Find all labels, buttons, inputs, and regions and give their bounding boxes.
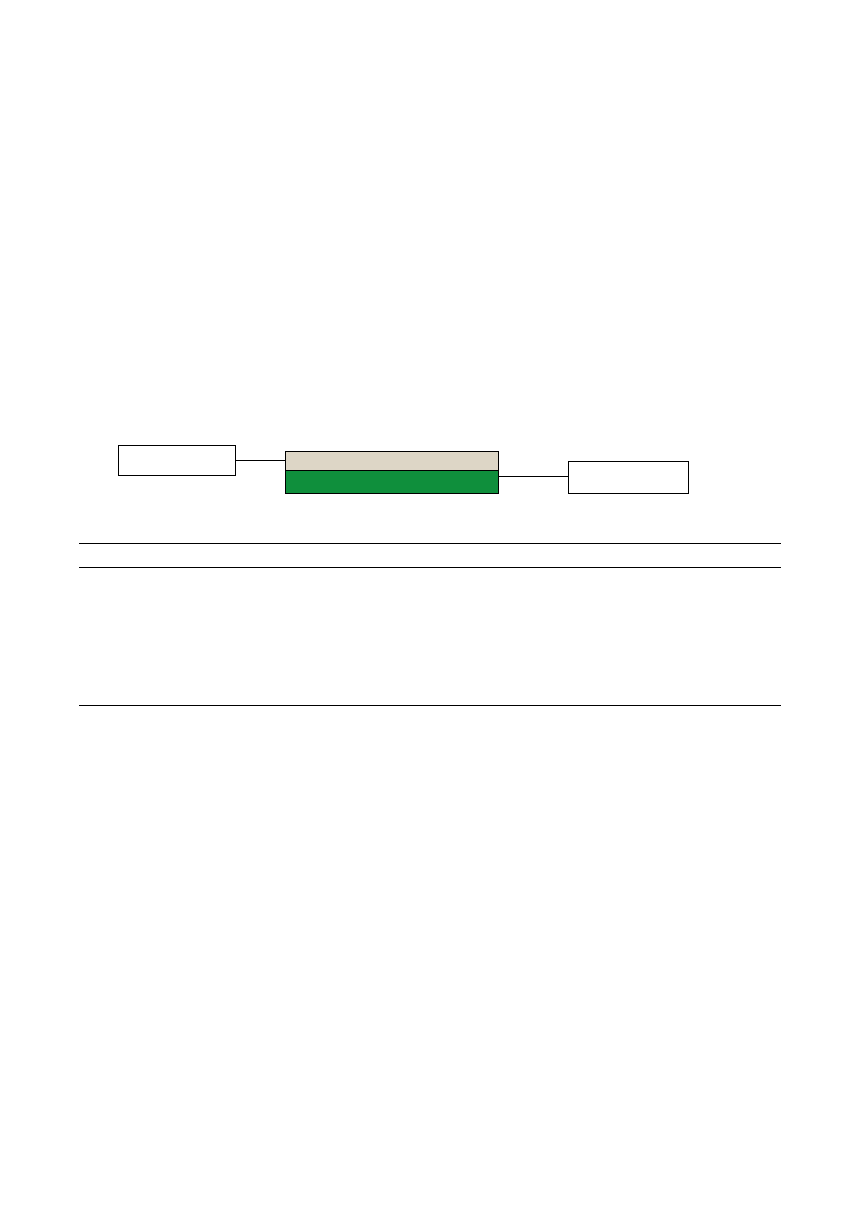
silicone-layer xyxy=(285,451,499,472)
solvent-leader-line xyxy=(235,460,286,461)
pet-leader-line xyxy=(498,476,568,477)
solvent-label-box xyxy=(118,445,236,476)
pet-label-box xyxy=(568,461,689,494)
pet-film-layer xyxy=(285,470,499,494)
table-top-rule xyxy=(79,543,781,544)
table-bottom-rule xyxy=(79,705,781,706)
table-header-rule xyxy=(79,567,781,568)
